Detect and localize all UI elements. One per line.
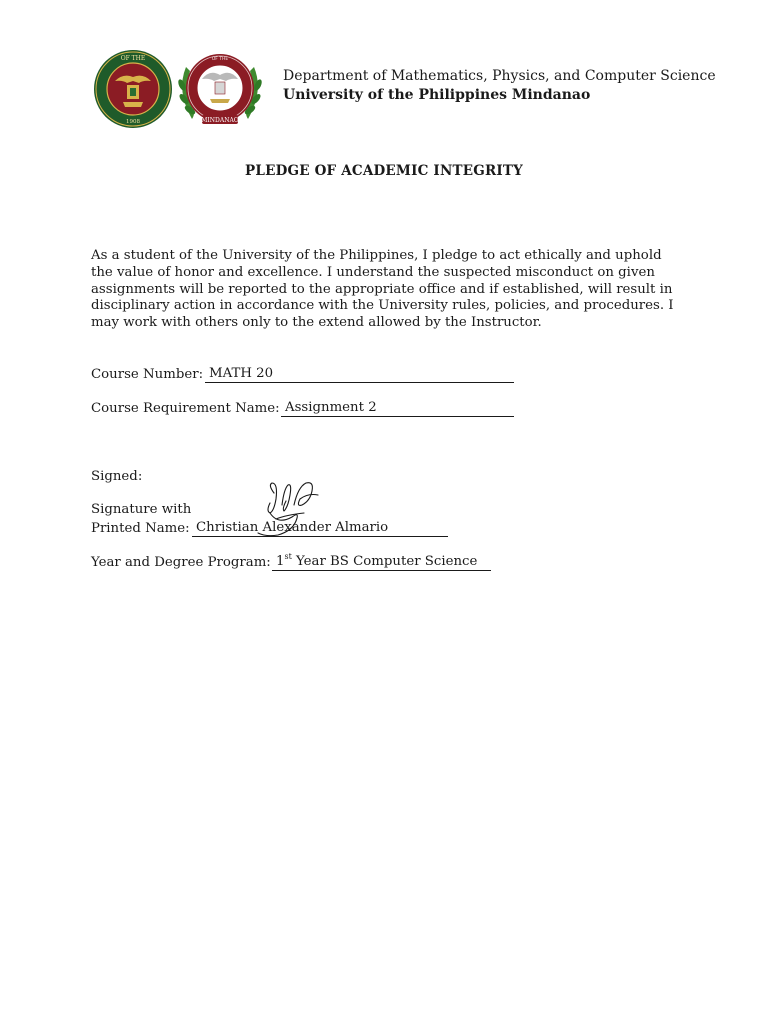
svg-text:OF THE: OF THE bbox=[211, 57, 229, 62]
pledge-line: may work with others only to the extend allowed by the Instructor. bbox=[91, 315, 542, 331]
svg-text:1908: 1908 bbox=[126, 119, 140, 125]
year-program-label: Year and Degree Program: bbox=[91, 555, 271, 570]
printed-name-label: Printed Name: bbox=[91, 521, 190, 536]
year-ordinal: st bbox=[284, 552, 292, 561]
year-number: 1 bbox=[276, 554, 285, 569]
department-name: Department of Mathematics, Physics, and Computer Science bbox=[283, 68, 716, 84]
svg-text:OF THE: OF THE bbox=[120, 55, 146, 62]
svg-text:MINDANAO: MINDANAO bbox=[201, 117, 239, 124]
pledge-line: assignments will be reported to the appropriate office and if established, will result in bbox=[91, 281, 673, 297]
handwritten-signature-icon bbox=[248, 475, 328, 543]
pledge-text bbox=[91, 248, 676, 332]
year-program-field bbox=[272, 554, 491, 571]
printed-name-field: Christian Alexander Almario bbox=[192, 520, 448, 537]
course-number-field: MATH 20 bbox=[205, 366, 514, 383]
pledge-line: the value of honor and excellence. I understand the suspected misconduct on given bbox=[91, 264, 655, 280]
pledge-line: disciplinary action in accordance with the University rules, policies, and procedures. I bbox=[91, 298, 674, 314]
pledge-line: As a student of the University of the Philippines, I pledge to act ethically and uphold bbox=[91, 248, 662, 263]
up-mindanao-seal-icon bbox=[172, 47, 268, 131]
requirement-field: Assignment 2 bbox=[281, 400, 514, 417]
degree-program: Year BS Computer Science bbox=[291, 554, 478, 569]
requirement-label: Course Requirement Name: bbox=[91, 401, 280, 416]
up-university-seal-icon bbox=[93, 47, 173, 131]
document-title: PLEDGE OF ACADEMIC INTEGRITY bbox=[245, 163, 523, 179]
course-number-label: Course Number: bbox=[91, 367, 204, 382]
university-name: University of the Philippines Mindanao bbox=[283, 87, 591, 103]
signature-label: Signature with bbox=[91, 502, 192, 517]
signed-label: Signed: bbox=[91, 469, 143, 484]
